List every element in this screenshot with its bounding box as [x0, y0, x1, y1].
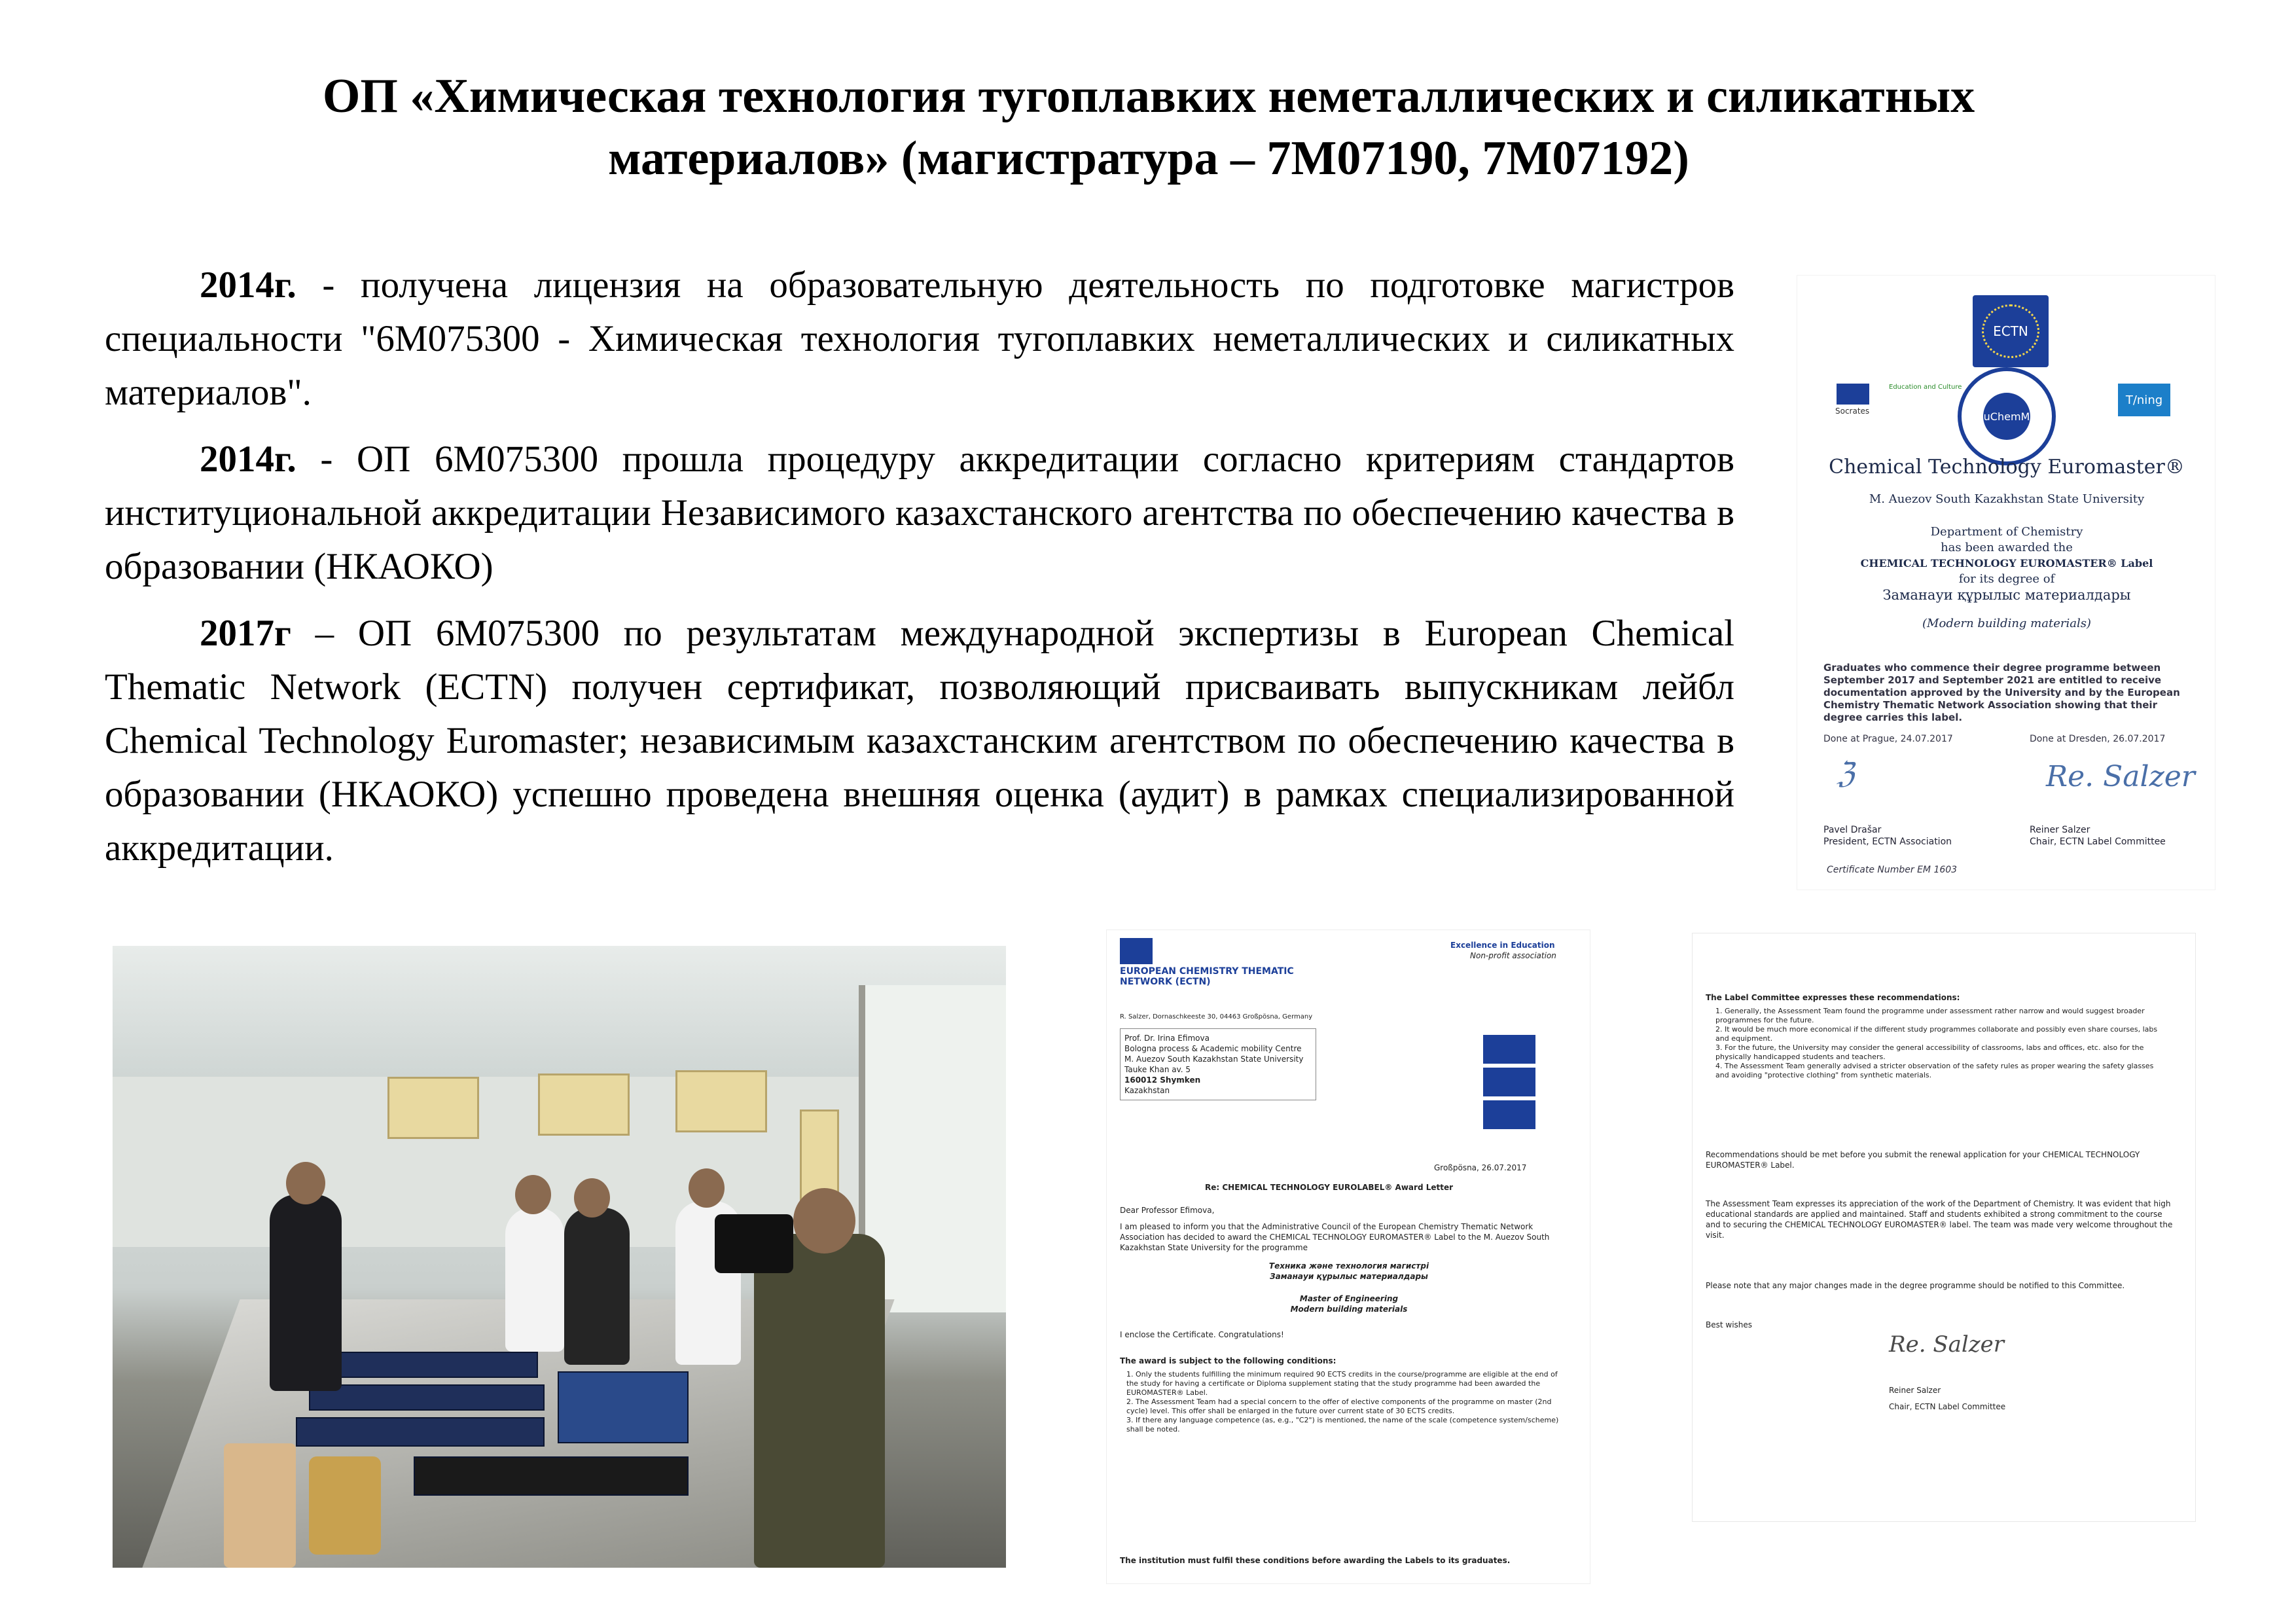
certificate-title: Chemical Technology Euromaster®: [1829, 456, 2185, 478]
certificate-label: CHEMICAL TECHNOLOGY EUROMASTER® Label: [1860, 557, 2153, 569]
page-title-line-1: ОП «Химическая технология тугоплавких неметаллических и силикатных: [322, 69, 1975, 123]
award-letter-page-2: [1692, 933, 2196, 1522]
paragraph-year: 2014г.: [200, 439, 296, 480]
letter-conditions-intro: The award is subject to the following conditions:: [1120, 1356, 1336, 1365]
education-culture-logo: Education and Culture: [1889, 384, 1962, 391]
ectn-logo: [1120, 938, 1153, 964]
letter-subject: Re: CHEMICAL TECHNOLOGY EUROLABEL® Award Letter: [1205, 1183, 1454, 1192]
letter-recipient: Prof. Dr. Irina Efimova Bologna process & Academic mobility Centre M. Auezov South Kazakhstan State University Tauke Khan av. 5 160012 Shymken Kazakhstan: [1120, 1028, 1316, 1100]
eurolabel-badge: EuChemMS: [1958, 367, 2056, 465]
letter-body: I am pleased to inform you that the Administrative Council of the European Chemistry Thematic Network Association has decided to award the CHEMICAL TECHNOLOGY EUROMASTER® Label to the M. Auezov South Kazakhstan State University for the programme: [1120, 1222, 1550, 1252]
paragraph-text: – ОП 6М075300 по результатам международной экспертизы в European Chemical Thematic Network (ECTN) получен сертификат, позволяющий присваивать выпускникам лейбл Chemical Technology Euromaster; независимым казахстанским агентством по обеспечению качества в образовании (НКАОКО) успешно проведена внешняя оценка (аудит) в рамках специализированной аккредитации.: [105, 613, 1734, 869]
certificate-done-prague: Done at Prague, 24.07.2017: [1823, 734, 1953, 744]
laboratory-photo: [113, 946, 1006, 1568]
certificate-university: M. Auezov South Kazakhstan State University: [1869, 492, 2145, 506]
award-letter-page-1: [1106, 929, 1590, 1584]
letter-enclose: I enclose the Certificate. Congratulations!: [1120, 1330, 1284, 1339]
tuning-logo: T/ning: [2118, 384, 2170, 416]
paragraph-text: - ОП 6М075300 прошла процедуру аккредитации согласно критериям стандартов институциональной аккредитации Независимого казахстанского агентства по обеспечению качества в образовании (НКАОКО): [105, 439, 1734, 587]
socrates-logo: Socrates: [1835, 406, 1870, 416]
signature-salzer: Re. Salzer: [1889, 1331, 2005, 1358]
renewal-note: Recommendations should be met before you submit the renewal application for your CHEMICAL TECHNOLOGY EUROMASTER® Label.: [1706, 1150, 2140, 1170]
paragraph-year: 2014г.: [200, 264, 296, 306]
euromaster-certificate: [1797, 275, 2215, 890]
paragraph-accreditation: [105, 433, 1734, 594]
label-logo-1: [1483, 1035, 1535, 1064]
changes-note: Please note that any major changes made in the degree programme should be notified to this Committee.: [1706, 1281, 2125, 1290]
recommendations-list: 1. Generally, the Assessment Team found the programme under assessment rather narrow and would suggest broader programmes for the future. 2. It would be much more economical if the different study programmes collaborate and possibly even share courses, labs and equipment. 3. For the future, the University may consider the general accessibility of classrooms, labs and offices, etc. also for the physically handicapped students and teachers. 4. The Assessment Team generally advised a stricter observation of the safety rules as proper wearing the safety glasses and avoiding "protective clothing" from synthetic materials.: [1715, 1007, 2158, 1079]
signer-1: Pavel Drašar President, ECTN Association: [1823, 825, 1952, 847]
certificate-degree-of: for its degree of: [1958, 572, 2055, 586]
certificate-awarded: has been awarded the: [1941, 541, 2073, 554]
letter-sender: R. Salzer, Dornaschkeeste 30, 04463 Großpösna, Germany: [1120, 1013, 1313, 1020]
page-title-line-2: материалов» (магистратура – 7М07190, 7М07192): [608, 132, 1689, 185]
signature-drasar: ℨ: [1837, 757, 1855, 790]
letter-conditions: 1. Only the students fulfilling the minimum required 90 ECTS credits in the course/programme are eligible at the end of the study for having a certificate or Diploma supplement stating that the study programme had been awarded the EUROMASTER® Label. 2. The Assessment Team had a special concern to the offer of elective components of the programme on master (2nd cycle) level. This offer shall be enlarged in the future over current state of 30 ECTS credits. 3. If there any language competence (as, e.g., "C2") is mentioned, the name of the scale (competence system/scheme) shall be noted.: [1126, 1370, 1559, 1434]
paragraph-year: 2017г: [200, 613, 291, 654]
programme-en-2: Modern building materials: [1290, 1305, 1408, 1314]
best-wishes: Best wishes: [1706, 1320, 1753, 1329]
letter-salutation: Dear Professor Efimova,: [1120, 1206, 1215, 1215]
certificate-number: Certificate Number EM 1603: [1827, 865, 1958, 875]
certificate-department: Department of Chemistry: [1930, 525, 2083, 539]
letter-nonprofit: Non-profit association: [1470, 951, 1556, 960]
programme-en-1: Master of Engineering: [1299, 1294, 1399, 1303]
programme-kz-1: Техника және технология магистрі: [1268, 1261, 1429, 1271]
paragraph-text: - получена лицензия на образовательную деятельность по подготовке магистров специальности "6М075300 - Химическая технология тугоплавких неметаллических и силикатных материалов".: [105, 264, 1734, 413]
letter-date: Großpösna, 26.07.2017: [1434, 1163, 1527, 1172]
eu-flag-icon: [1837, 384, 1869, 405]
programme-kz-2: Заманауи құрылыс материалдары: [1270, 1272, 1428, 1281]
page-title: [131, 65, 2166, 190]
history-text: [105, 259, 1734, 888]
appreciation-note: The Assessment Team expresses its appreciation of the work of the Department of Chemistry. It was evident that high educational standards are applied and maintained. Staff and students exhibited a strong commitment to the course and to securing the CHEMICAL TECHNOLOGY EUROMASTER® label. The team was made very welcome throughout the visit.: [1706, 1199, 2173, 1240]
paragraph-license: [105, 259, 1734, 420]
letter-footer: The institution must fulfil these conditions before awarding the Labels to its graduates.: [1120, 1556, 1511, 1565]
certificate-degree-kz: Заманауи құрылыс материалдары: [1882, 587, 2131, 603]
signer-2: Reiner Salzer Chair, ECTN Label Committee: [2030, 825, 2166, 847]
paragraph-ectn: [105, 607, 1734, 875]
letter-org: EUROPEAN CHEMISTRY THEMATIC NETWORK (ECTN): [1120, 966, 1294, 987]
signature-salzer: Re. Salzer: [2046, 760, 2195, 793]
label-logo-2: [1483, 1068, 1535, 1096]
recommendations-intro: The Label Committee expresses these recommendations:: [1706, 993, 1960, 1002]
letter2-signer-role: Chair, ECTN Label Committee: [1889, 1402, 2006, 1411]
letter-excellence: Excellence in Education: [1450, 941, 1555, 950]
ectn-logo: ECTN: [1973, 295, 2049, 367]
label-logo-3: [1483, 1100, 1535, 1129]
certificate-done-dresden: Done at Dresden, 26.07.2017: [2030, 734, 2166, 744]
certificate-degree-en: (Modern building materials): [1922, 617, 2091, 630]
letter2-signer-name: Reiner Salzer: [1889, 1386, 1941, 1395]
certificate-graduates-note: Graduates who commence their degree programme between September 2017 and September 2021 are entitled to receive documentation approved by the University and by the European Chemistry Thematic Network Association showing that their degree carries this label.: [1823, 662, 2180, 723]
camera-icon: [715, 1214, 793, 1273]
